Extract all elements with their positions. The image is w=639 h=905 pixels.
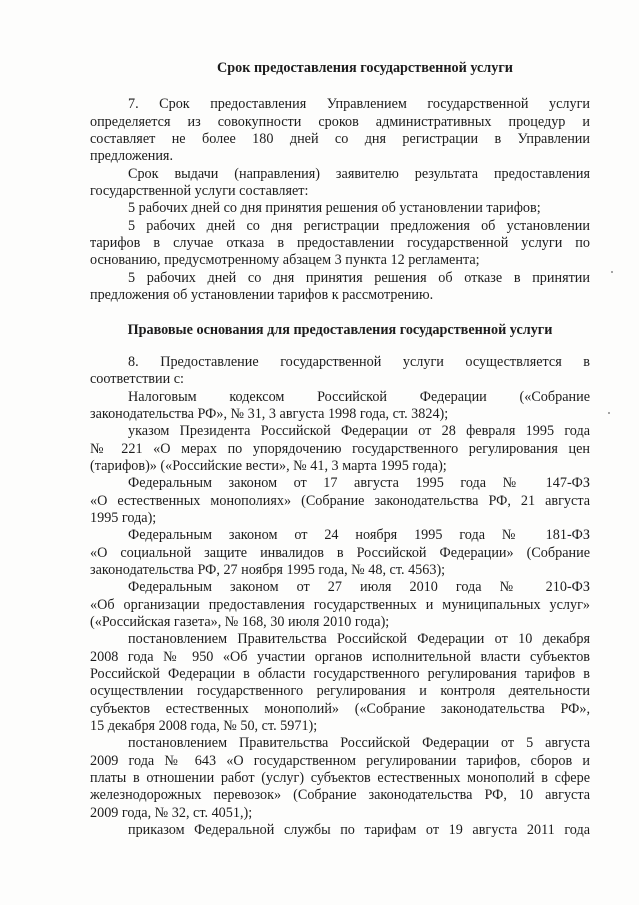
paragraph-line: Российской Федерации в области государственного регулирования тарифов в	[90, 666, 590, 682]
paragraph-line: соответствии с:	[90, 371, 184, 387]
paragraph-line: «О естественных монополиях» (Собрание законодательства РФ, 21 августа	[90, 493, 590, 509]
paragraph-line: 8. Предоставление государственной услуги осуществляется в	[128, 354, 590, 370]
paragraph-line: 2008 года № 950 «Об участии органов исполнительной власти субъектов	[90, 649, 590, 665]
paragraph-line: 5 рабочих дней со дня принятия решения об установлении тарифов;	[128, 200, 541, 216]
section-heading-term: Срок предоставления государственной услуги	[217, 60, 513, 76]
paragraph-line: (тарифов)» («Российские вести», № 41, 3 марта 1995 года);	[90, 458, 447, 474]
paragraph-line: законодательства РФ», № 31, 3 августа 1998 года, ст. 3824);	[90, 406, 449, 422]
paragraph-line: 15 декабря 2008 года, № 50, ст. 5971);	[90, 718, 318, 734]
paragraph-line: приказом Федеральной службы по тарифам от 19 августа 2011 года	[128, 822, 590, 838]
paragraph-line: предложения об установлении тарифов к рассмотрению.	[90, 287, 434, 303]
paragraph-line: 2009 года № 643 «О государственном регулировании тарифов, сборов и	[90, 753, 590, 769]
paragraph-line: указом Президента Российской Федерации от 28 февраля 1995 года	[128, 423, 590, 439]
paragraph-line: законодательства РФ, 27 ноября 1995 года, № 48, ст. 4563);	[90, 562, 446, 578]
paragraph-line: 7. Срок предоставления Управлением государственной услуги	[128, 96, 590, 112]
paragraph-line: постановлением Правительства Российской Федерации от 10 декабря	[128, 631, 590, 647]
paragraph-line: определяется из совокупности сроков административных процедур и	[90, 114, 590, 130]
paragraph-line: тарифов в случае отказа в предоставлении государственной услуги по	[90, 235, 590, 251]
paragraph-line: железнодорожных перевозок» (Собрание законодательства РФ, 10 августа	[90, 787, 590, 803]
paragraph-line: Федеральным законом от 24 ноября 1995 года № 181-ФЗ	[128, 527, 590, 543]
paragraph-line: Федеральным законом от 27 июля 2010 года № 210-ФЗ	[128, 579, 590, 595]
paragraph-line: субъектов естественных монополий» («Собрание законодательства РФ»,	[90, 701, 590, 717]
paragraph-line: № 221 «О мерах по упорядочению государственного регулирования цен	[90, 441, 590, 457]
paragraph-line: постановлением Правительства Российской Федерации от 5 августа	[128, 735, 590, 751]
paragraph-line: Срок выдачи (направления) заявителю результата предоставления	[128, 166, 590, 182]
paragraph-line: 5 рабочих дней со дня регистрации предложения об установлении	[128, 218, 590, 234]
paragraph-line: осуществлении государственного регулирования и контроля деятельности	[90, 683, 590, 699]
paragraph-line: платы в отношении работ (услуг) субъектов естественных монополий в сфере	[90, 770, 590, 786]
paragraph-line: («Российская газета», № 168, 30 июля 2010 года);	[90, 614, 390, 630]
scan-speck	[608, 412, 610, 414]
paragraph-line: предложения.	[90, 148, 174, 164]
paragraph-line: 2009 года, № 32, ст. 4051,);	[90, 805, 253, 821]
paragraph-line: Налоговым кодексом Российской Федерации («Собрание	[128, 389, 590, 405]
paragraph-line: «О социальной защите инвалидов в Российской Федерации» (Собрание	[90, 545, 590, 561]
paragraph-line: основанию, предусмотренному абзацем 3 пункта 12 регламента;	[90, 252, 480, 268]
paragraph-line: 5 рабочих дней со дня принятия решения об отказе в принятии	[128, 270, 590, 286]
section-heading-legal: Правовые основания для предоставления государственной услуги	[127, 322, 553, 338]
scan-speck	[611, 271, 613, 273]
paragraph-line: государственной услуги составляет:	[90, 183, 309, 199]
paragraph-line: составляет не более 180 дней со дня регистрации в Управлении	[90, 131, 590, 147]
paragraph-line: «Об организации предоставления государственных и муниципальных услуг»	[90, 597, 590, 613]
paragraph-line: 1995 года);	[90, 510, 157, 526]
paragraph-line: Федеральным законом от 17 августа 1995 года № 147-ФЗ	[128, 475, 590, 491]
